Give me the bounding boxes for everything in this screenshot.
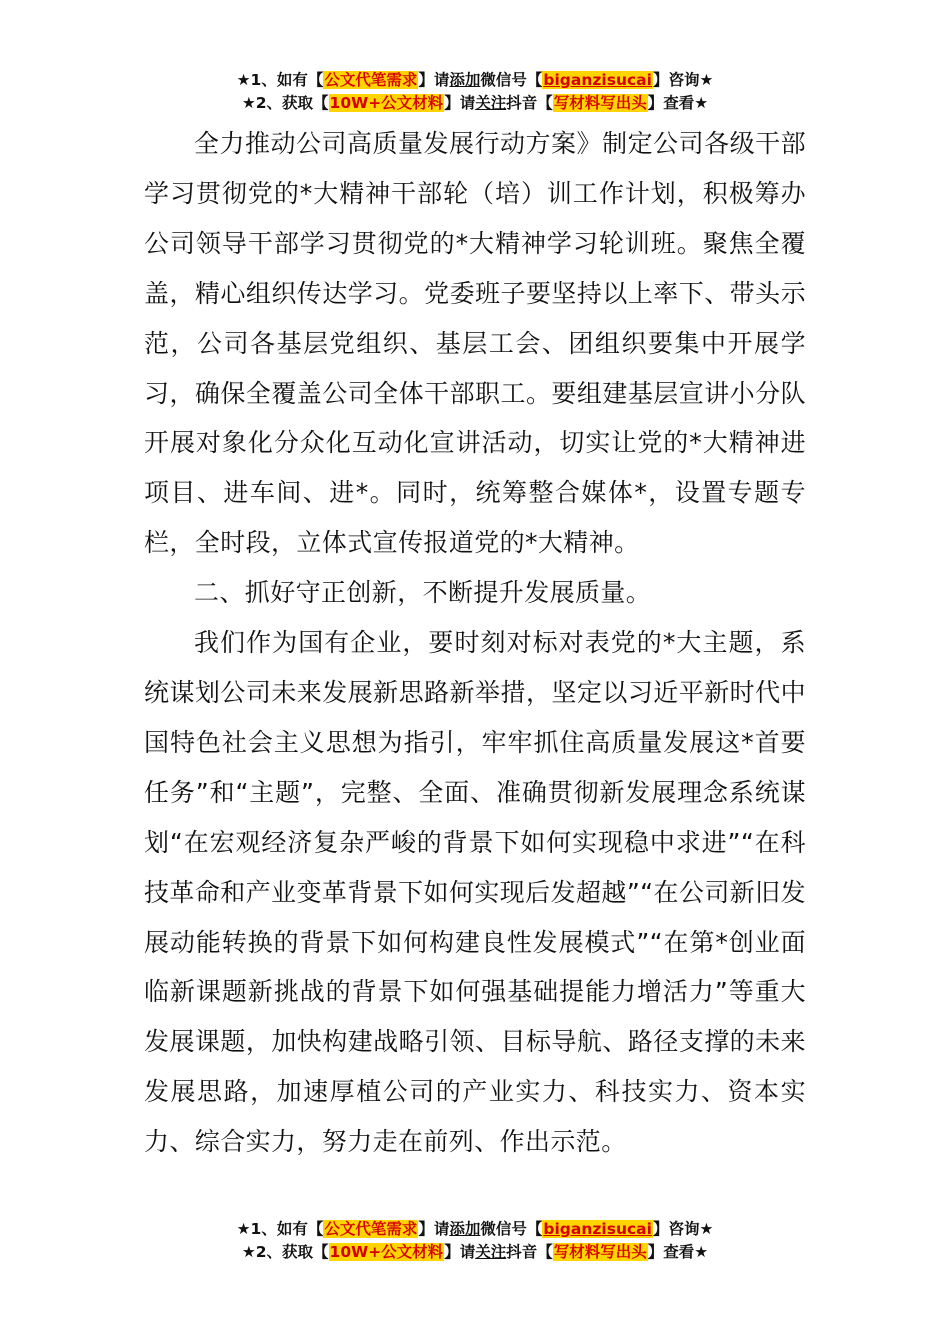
footer-promo-banner [0,1218,950,1264]
highlight-materials: 10W+公文材料 [329,1243,444,1261]
body-paragraph-1: 全力推动公司高质量发展行动方案》制定公司各级干部学习贯彻党的*大精神干部轮（培）训工作计划，积极筹办公司领导干部学习贯彻党的*大精神学习轮训班。聚焦全覆盖，精心组织传达学习。党委班子要坚持以上率下、带头示范，公司各基层党组织、基层工会、团组织要集中开展学习，确保全覆盖公司全体干部职工。要组建基层宣讲小分队开展对象化分众化互动化宣讲活动，切实让党的*大精神进项目、进车间、进*。同时，统筹整合媒体*，设置专题专栏，全时段，立体式宣传报道党的*大精神。 [144,129,806,558]
highlight-wechat-id: biganzisucai [543,1220,652,1238]
highlight-service: 公文代笔需求 [324,1220,418,1238]
highlight-service: 公文代笔需求 [324,71,418,89]
header-promo-banner [0,69,950,115]
promo-line-1: ★1、如有【公文代笔需求】请添加微信号【biganzisucai】咨询★ [236,1220,714,1238]
promo-line-2: ★2、获取【10W+公文材料】请关注抖音【写材料写出头】查看★ [241,1243,709,1261]
section-heading: 二、抓好守正创新，不断提升发展质量。 [194,578,652,608]
document-body [144,119,806,1167]
promo-line-2: ★2、获取【10W+公文材料】请关注抖音【写材料写出头】查看★ [241,94,709,112]
highlight-wechat-id: biganzisucai [543,71,652,89]
highlight-douyin-account: 写材料写出头 [553,94,647,112]
body-paragraph-2: 我们作为国有企业，要时刻对标对表党的*大主题，系统谋划公司未来发展新思路新举措，坚定以习近平新时代中国特色社会主义思想为指引，牢牢抓住高质量发展这*首要任务”和“主题”，完整、全面、准确贯彻新发展理念系统谋划“在宏观经济复杂严峻的背景下如何实现稳中求进”“在科技革命和产业变革背景下如何实现后发超越”“在公司新旧发展动能转换的背景下如何构建良性发展模式”“在第*创业面临新课题新挑战的背景下如何强基础提能力增活力”等重大发展课题，加快构建战略引领、目标导航、路径支撑的未来发展思路，加速厚植公司的产业实力、科技实力、资本实力、综合实力，努力走在前列、作出示范。 [144,628,806,1157]
highlight-douyin-account: 写材料写出头 [553,1243,647,1261]
highlight-materials: 10W+公文材料 [329,94,444,112]
promo-line-1: ★1、如有【公文代笔需求】请添加微信号【biganzisucai】咨询★ [236,71,714,89]
